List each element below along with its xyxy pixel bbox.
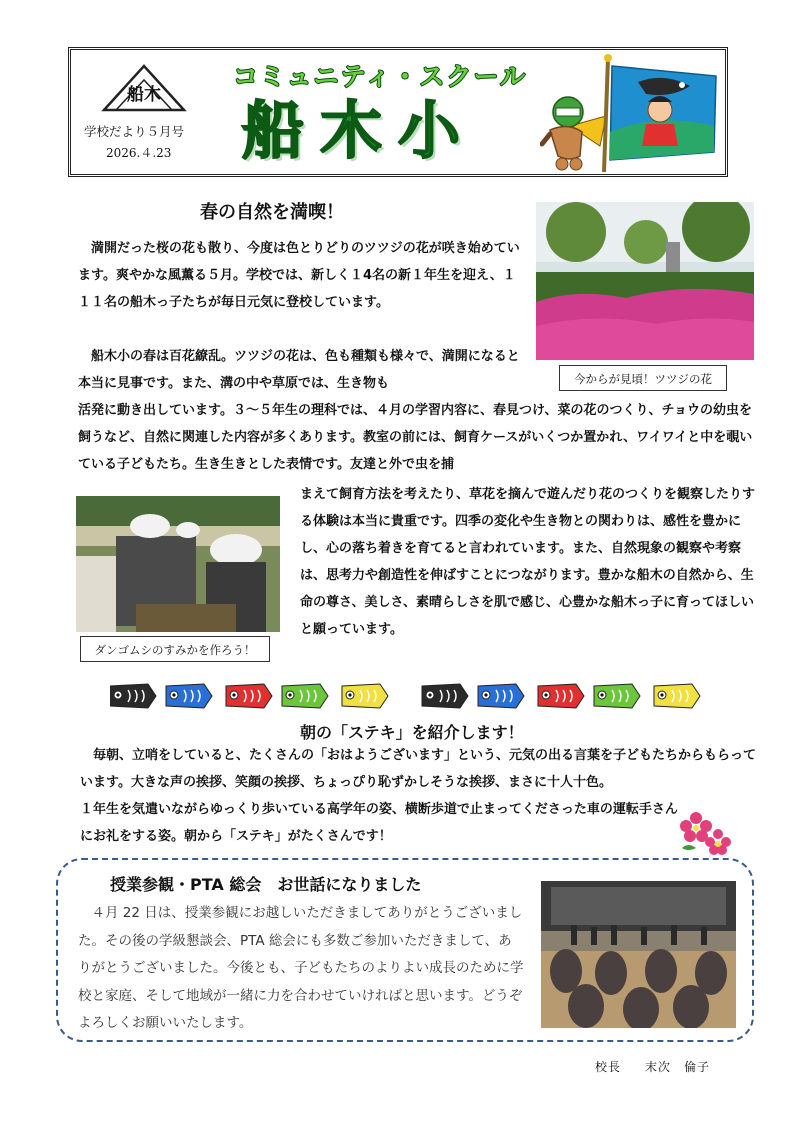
koinobori-icon xyxy=(538,684,584,708)
signature xyxy=(595,1058,710,1075)
koinobori-icon xyxy=(166,684,212,708)
school-emblem xyxy=(98,62,190,114)
koinobori-icon xyxy=(594,684,640,708)
paragraph-morning: １年生を気遣いながらゆっくり歩いている高学年の姿、横断歩道で止まってくださった車の運転手さんにお礼をする姿。朝から「ステキ」がたくさんです！ xyxy=(80,802,678,844)
emblem-text: 船木 xyxy=(127,85,161,105)
koinobori-divider xyxy=(110,680,710,712)
subtitle-text: コミュニティ・スクール xyxy=(232,62,528,91)
children-photo xyxy=(76,496,280,632)
section-title-spring: 春の自然を満喫！ xyxy=(200,202,344,223)
caption-azalea: 今からが見頃！ツツジの花 xyxy=(559,365,727,391)
koinobori-icon xyxy=(478,684,524,708)
issue-label: 学校だより５月号 xyxy=(84,124,185,139)
section-title-greetings: 朝の「ステキ」を紹介します！ xyxy=(300,723,524,742)
notice-title: 授業参観・PTA 総会 お世話になりました xyxy=(110,875,422,894)
koinobori-icon xyxy=(654,684,700,708)
paragraph-science: 活発に動き出しています。３～５年生の理科では、４月の学習内容に、春見つけ、菜の花のつくり、チョウの幼虫を飼うなど、自然に関連した内容が多くあります。教室の前には、飼育ケースがいくつか置かれ、ワイワイと中を覗いている子どもたち。生き生きとした表情です。友達と外で虫を捕 xyxy=(78,403,753,472)
subtitle-banner xyxy=(205,56,555,94)
paragraph-azalea: 船木小の春は百花繚乱。ツツジの花は、色も種類も様々で、満開になると本当に見事です。また、溝の中や草原では、生き物も xyxy=(78,349,520,391)
koinobori-icon xyxy=(226,684,272,708)
notice-body: ４月 22 日は、授業参観にお越しいただきましてありがとうございました。その後の学級懇談会、PTA 総会にも多数ご参加いただきまして、ありがとうございました。今後とも、子どもたちのよりよい成長のために学校と家庭、そして地域が一緒に力を合わせていければと思います。どうぞよろしくお願いいたします。 xyxy=(78,905,524,1031)
school-title: 船木小 xyxy=(242,94,477,167)
koinobori-icon xyxy=(422,684,468,708)
signature-name: 末次 倫子 xyxy=(645,1060,711,1074)
paragraph-greetings: 毎朝、立哨をしていると、たくさんの「おはようございます」という、元気の出る言葉を子どもたちからもらっています。大きな声の挨拶、笑顔の挨拶、ちょっぴり恥ずかしそうな挨拶、まさに十人十色。 xyxy=(80,748,757,790)
flower-decoration-icon xyxy=(678,808,734,860)
paragraph-nature: まえて飼育方法を考えたり、草花を摘んで遊んだり花のつくりを観察したりする体験は本当に貴重です。四季の変化や生き物との関わりは、感性を豊かにし、心の落ち着きを育てると言われています。また、自然現象の観察や考察は、思考力や創造性を伸ばすことにつながります。豊かな船木の自然から、生命の尊さ、美しさ、素晴らしさを肌で感じ、心豊かな船木っ子に育ってほしいと願っています。 xyxy=(300,487,756,637)
flag-illustration xyxy=(598,52,723,174)
issue-date: 2026.４.23 xyxy=(106,146,172,160)
koinobori-icon xyxy=(110,684,156,708)
paragraph-intro: 満開だった桜の花も散り、今度は色とりどりのツツジの花が咲き始めています。爽やかな風薫る５月。学校では、新しく１4名の新１年生を迎え、１１１名の船木っ子たちが毎日元気に登校しています。 xyxy=(78,241,520,310)
koinobori-icon xyxy=(282,684,328,708)
gym-meeting-photo xyxy=(541,881,736,1028)
signature-role: 校長 xyxy=(595,1060,622,1074)
koinobori-icon xyxy=(342,684,388,708)
caption-children: ダンゴムシのすみかを作ろう！ xyxy=(80,636,270,662)
azalea-photo xyxy=(536,202,754,360)
